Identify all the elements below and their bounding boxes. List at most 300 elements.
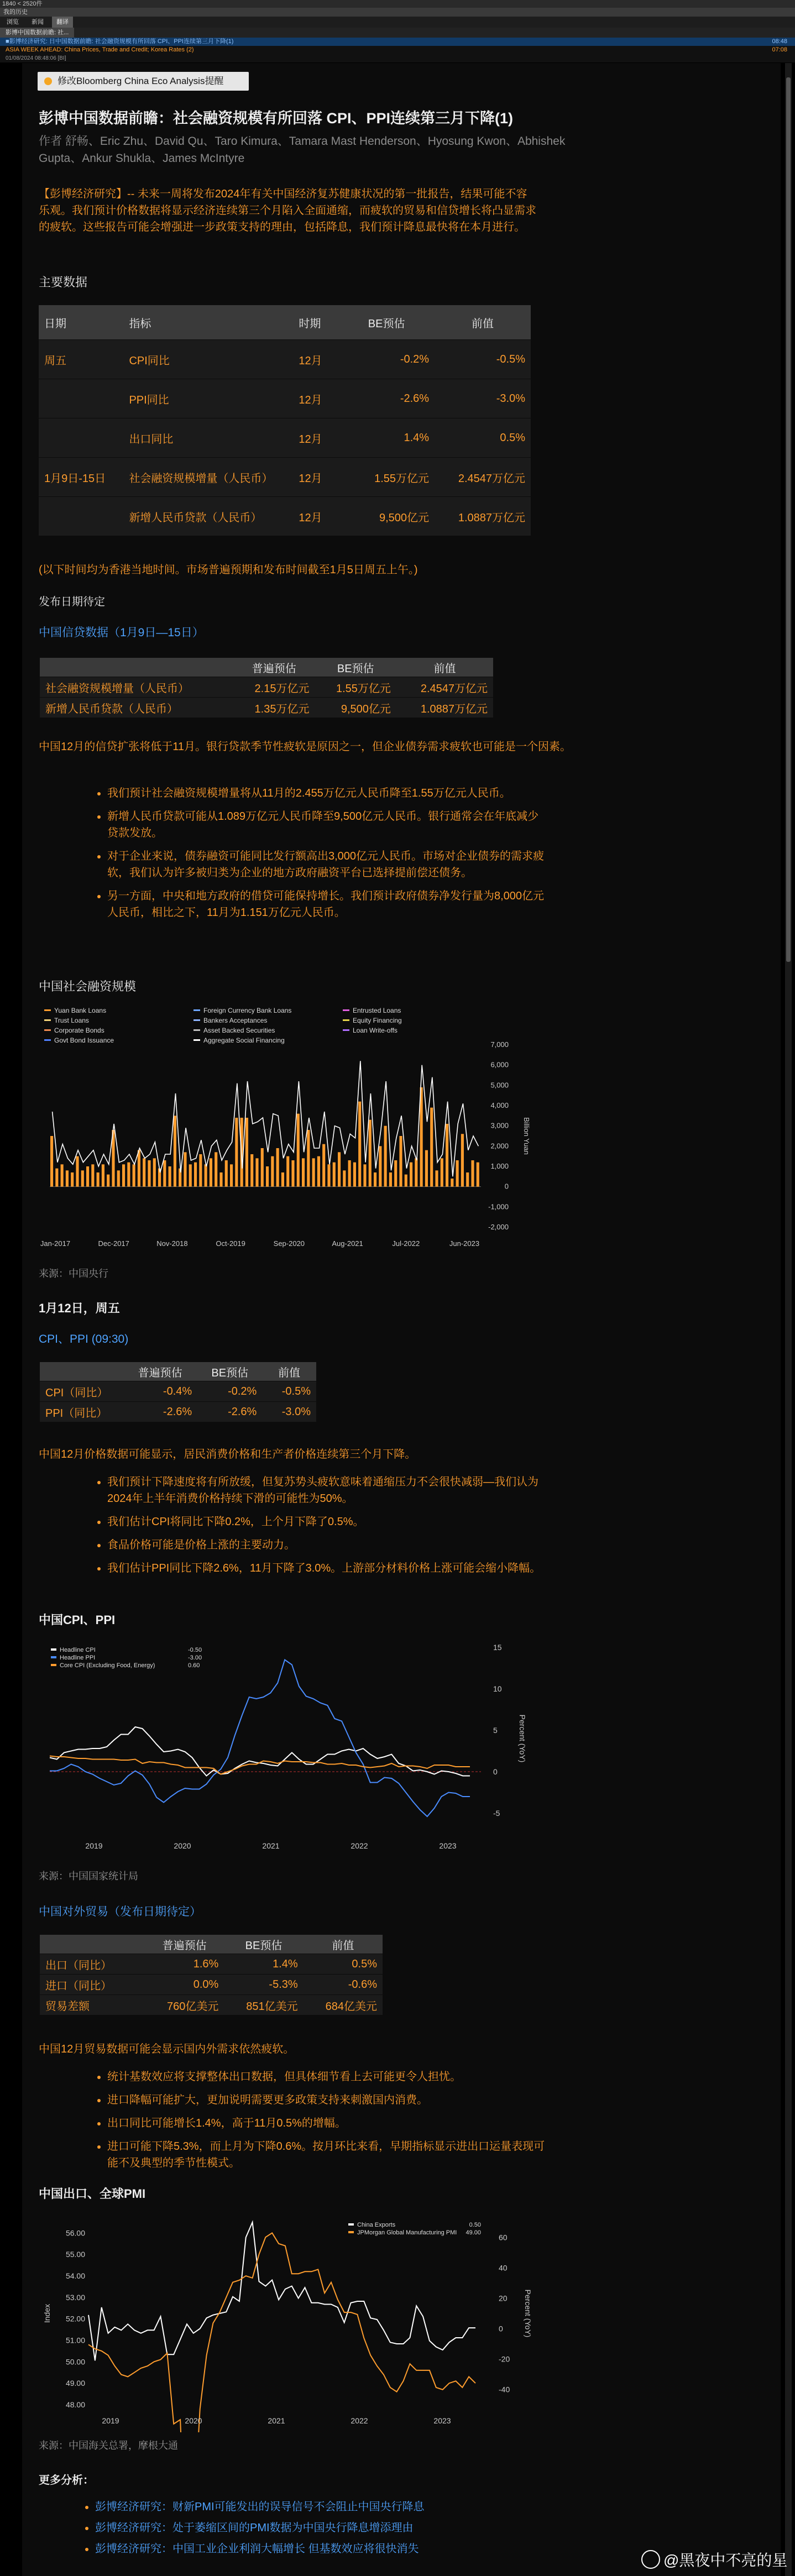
- table-cell: -2.6%: [197, 1402, 262, 1422]
- table-cell: 1.35万亿元: [233, 698, 315, 718]
- analysis-link[interactable]: 彭博经济研究：财新PMI可能发出的误导信号不会阻止中国央行降息: [95, 2501, 425, 2513]
- legend-value: -3.00: [188, 1654, 202, 1661]
- bar-yuan-loans: [471, 1160, 474, 1187]
- headline-row-2[interactable]: [0, 46, 795, 54]
- headline-2-time: 07:08: [772, 46, 787, 53]
- legend-label: Yuan Bank Loans: [54, 1007, 107, 1014]
- legend-value: 49.00: [466, 2229, 481, 2236]
- bar-yuan-loans: [353, 1163, 356, 1187]
- y-axis-label: Billion Yuan: [522, 1117, 531, 1155]
- legend-value: 0.50: [469, 2222, 481, 2228]
- table-row: [39, 458, 531, 497]
- list-item: [95, 2538, 425, 2559]
- headline-row-1[interactable]: [0, 38, 795, 46]
- bar-yuan-loans: [399, 1136, 402, 1187]
- toolbar: [0, 8, 795, 17]
- bar-yuan-loans: [317, 1156, 320, 1187]
- table-row: [40, 698, 493, 718]
- headline-1-time: 08:48: [772, 38, 787, 45]
- table-cell: 12月: [293, 418, 338, 458]
- jan12-heading: 1月12日，周五: [39, 1301, 120, 1315]
- table-cell: PPI（同比）: [40, 1402, 123, 1422]
- list-item: • 我们估计CPI将同比下降0.2%，上个月下降了0.5%。: [107, 1514, 550, 1530]
- table-row: [39, 418, 531, 458]
- bar-yuan-loans: [66, 1170, 69, 1186]
- bar-yuan-loans: [76, 1156, 79, 1187]
- legend-label: Foreign Currency Bank Loans: [203, 1007, 292, 1014]
- bar-yuan-loans: [225, 1160, 228, 1187]
- cpi-source: 来源：中国国家统计局: [39, 1871, 138, 1882]
- bar-yuan-loans: [286, 1156, 289, 1187]
- bar-yuan-loans: [389, 1172, 392, 1187]
- edit-alert-button[interactable]: [38, 72, 249, 91]
- scrollbar-thumb[interactable]: [786, 77, 791, 962]
- headline-2-text[interactable]: ASIA WEEK AHEAD: China Prices, Trade and Credit; Korea Rates (2): [6, 46, 194, 53]
- y2-tick-label: 60: [499, 2233, 508, 2242]
- bar-yuan-loans: [276, 1148, 279, 1187]
- table-cell: 9,500亿元: [338, 497, 435, 536]
- cpi-ppi-link[interactable]: CPI、PPI (09:30): [39, 1333, 129, 1345]
- table-cell: -2.6%: [338, 379, 435, 418]
- list-item: • 对于企业来说，债券融资可能同比发行额高出3,000亿元人民币。市场对企业债券的需求疲软，我们认为许多被归类为企业的地方政府融资平台已选择提前偿还债务。: [107, 848, 550, 881]
- table-cell: 12月: [293, 379, 338, 418]
- x-tick-label: 2022: [351, 1841, 368, 1850]
- y-tick-label: 15: [493, 1643, 502, 1652]
- table-header: [40, 1362, 123, 1381]
- legend-swatch: [343, 1029, 349, 1031]
- x-tick-label: 2023: [433, 2416, 451, 2425]
- table-cell: 12月: [293, 340, 338, 379]
- x-tick-label: 2020: [174, 1841, 191, 1850]
- trade-source: 来源：中国海关总署，摩根大通: [39, 2440, 178, 2451]
- credit-data-link[interactable]: 中国信贷数据（1月9日—15日）: [39, 626, 204, 639]
- list-item: [95, 2517, 425, 2538]
- y-tick-label: 6,000: [490, 1060, 509, 1069]
- x-tick-label: Oct-2019: [216, 1239, 245, 1248]
- table-cell: [39, 418, 123, 458]
- legend-label: Headline PPI: [60, 1654, 96, 1661]
- table-row: [40, 1975, 383, 1995]
- bar-yuan-loans: [174, 1116, 176, 1186]
- series-line: [50, 1660, 470, 1817]
- bar-yuan-loans: [266, 1166, 269, 1187]
- list-item: • 另一方面，中央和地方政府的借贷可能保持增长。我们预计政府债券净发行量为8,000亿元人民币，相比之下，11月为1.151万亿元人民币。: [107, 888, 550, 921]
- bar-yuan-loans: [456, 1160, 459, 1187]
- headline-1-text[interactable]: ■影博经济研究: 日中国数据前瞻: 社会融资规模有所回落 CPI、PPI连续第三月下降(1): [6, 38, 234, 45]
- legend-label: Headline CPI: [60, 1647, 96, 1653]
- table-cell: 社会融资规模增量（人民币）: [123, 458, 293, 497]
- table-cell: 2.15万亿元: [233, 677, 315, 698]
- story-authors: 作者 舒畅、Eric Zhu、David Qu、Taro Kimura、Tamara Mast Henderson、Hyosung Kwon、Abhishek Gupta、Ankur Shukla、James McIntyre: [39, 135, 566, 165]
- table-cell: -3.0%: [262, 1402, 316, 1422]
- x-tick-label: Dec-2017: [98, 1239, 129, 1248]
- y-tick-label: 4,000: [490, 1101, 509, 1109]
- tab-bar: [0, 17, 795, 28]
- list-item: • 进口可能下降5.3%，而上月为下降0.6%。按月环比来看，早期指标显示进出口运量表现可能不及典型的季节性模式。: [107, 2138, 550, 2171]
- list-item: • 我们预计社会融资规模增量将从11月的2.455万亿元人民币降至1.55万亿元人民币。: [107, 785, 550, 802]
- tsf-chart: [39, 1006, 536, 1253]
- cpi-chart-title: 中国CPI、PPI: [39, 1613, 116, 1627]
- x-tick-label: 2021: [268, 2416, 285, 2425]
- x-tick-label: 2023: [439, 1841, 457, 1850]
- legend-swatch: [343, 1019, 349, 1021]
- table-header-row: [40, 1362, 316, 1381]
- weibo-icon: [641, 2550, 660, 2569]
- bar-yuan-loans: [148, 1160, 150, 1187]
- legend-swatch: [44, 1019, 51, 1021]
- y-tick-label: 52.00: [65, 2314, 85, 2323]
- table-header: 前值: [396, 658, 493, 677]
- y-tick-label: -1,000: [488, 1202, 509, 1211]
- table-cell: 1.55万亿元: [315, 677, 396, 698]
- bar-yuan-loans: [461, 1134, 464, 1186]
- bar-yuan-loans: [281, 1172, 284, 1187]
- y2-tick-label: -40: [499, 2385, 510, 2394]
- x-tick-label: Aug-2021: [332, 1239, 363, 1248]
- credit-table: [40, 658, 493, 718]
- table-header: BE预估: [338, 305, 435, 340]
- x-tick-label: Jun-2023: [449, 1239, 480, 1248]
- y-tick-label: 0: [493, 1767, 498, 1776]
- table-cell: 新增人民币贷款（人民币）: [123, 497, 293, 536]
- bar-yuan-loans: [446, 1124, 448, 1187]
- table-row: [40, 1995, 383, 2015]
- bar-yuan-loans: [199, 1154, 202, 1187]
- y-axis-label: Index: [43, 2303, 51, 2323]
- table-cell: 0.0%: [145, 1975, 224, 1995]
- x-tick-label: Jan-2017: [40, 1239, 71, 1248]
- bar-yuan-loans: [477, 1163, 479, 1187]
- bar-yuan-loans: [250, 1154, 253, 1187]
- table-cell: 760亿美元: [145, 1995, 224, 2015]
- table-cell: -0.5%: [435, 340, 531, 379]
- analysis-link[interactable]: 彭博经济研究：处于萎缩区间的PMI数据为中国央行降息增添理由: [95, 2522, 414, 2534]
- bar-yuan-loans: [184, 1152, 186, 1186]
- y-tick-label: 53.00: [65, 2292, 85, 2302]
- story-intro: 【彭博经济研究】-- 未来一周将发布2024年有关中国经济复苏健康状况的第一批报告，结果可能不容乐观。我们预计价格数据将显示经济连续第三个月陷入全面通缩，而疲软的贸易和信贷增长将凸显需求的疲软。这些报告可能会增强进一步政策支持的理由，包括降息，我们预计降息最快将在本月进行。: [39, 188, 536, 233]
- legend-label: Corporate Bonds: [54, 1027, 104, 1034]
- table-cell: 进口（同比）: [40, 1975, 145, 1995]
- y-tick-label: 10: [493, 1684, 502, 1693]
- bar-yuan-loans: [91, 1164, 94, 1186]
- tab-translate[interactable]: 翻译: [52, 17, 73, 28]
- table-cell: CPI（同比）: [40, 1381, 123, 1402]
- more-analysis-links: [83, 2496, 425, 2559]
- table-header: 时期: [293, 305, 338, 340]
- legend-swatch: [51, 1656, 56, 1658]
- table-cell: 1.55万亿元: [338, 458, 435, 497]
- table-cell: 1.4%: [338, 418, 435, 458]
- edit-alert-label: 修改Bloomberg China Eco Analysis提醒: [57, 76, 224, 86]
- bar-yuan-loans: [205, 1164, 207, 1186]
- bar-yuan-loans: [138, 1150, 140, 1187]
- table-cell: 周五: [39, 340, 123, 379]
- table-cell: 社会融资规模增量（人民币）: [40, 677, 233, 698]
- bar-yuan-loans: [271, 1156, 274, 1187]
- list-item: • 统计基数效应将支撑整体出口数据，但具体细节看上去可能更令人担忧。: [107, 2069, 550, 2085]
- bar-yuan-loans: [425, 1150, 428, 1187]
- table-cell: 1.6%: [145, 1954, 224, 1975]
- trade-chart-svg: [39, 2211, 536, 2432]
- y2-tick-label: 40: [499, 2263, 508, 2273]
- table-cell: 0.5%: [435, 418, 531, 458]
- bell-icon: [44, 77, 52, 85]
- bar-yuan-loans: [312, 1158, 315, 1186]
- x-tick-label: Jul-2022: [392, 1239, 420, 1248]
- story-timestamp-row: [0, 54, 795, 62]
- table-cell: CPI同比: [123, 340, 293, 379]
- history-menu[interactable]: 我的历史: [3, 9, 28, 15]
- trade-bullets: [93, 2069, 550, 2178]
- table-cell: 1.0887万亿元: [435, 497, 531, 536]
- x-tick-label: 2019: [102, 2416, 119, 2425]
- tsf-source: 来源：中国央行: [39, 1268, 108, 1279]
- list-item: • 新增人民币贷款可能从1.089万亿元人民币降至9,500亿元人民币。银行通常会在年底减少贷款发放。: [107, 808, 550, 841]
- y2-tick-label: -20: [499, 2354, 510, 2364]
- table-cell: -0.5%: [262, 1381, 316, 1402]
- credit-bullets: [93, 785, 550, 928]
- watermark: [641, 2548, 787, 2570]
- table-header: 前值: [262, 1362, 316, 1381]
- y-tick-label: 5,000: [490, 1081, 509, 1090]
- list-item: [95, 2496, 425, 2517]
- trade-table: [40, 1935, 383, 2015]
- bar-yuan-loans: [394, 1160, 397, 1187]
- table-cell: -2.6%: [123, 1402, 197, 1422]
- legend-label: JPMorgan Global Manufacturing PMI: [357, 2229, 457, 2236]
- y2-tick-label: 0: [499, 2324, 503, 2333]
- list-item: • 食品价格可能是价格上涨的主要动力。: [107, 1537, 550, 1553]
- series-line: [88, 2233, 475, 2432]
- bar-yuan-loans: [343, 1170, 346, 1186]
- tsf-chart-title: 中国社会融资规模: [39, 980, 137, 993]
- bar-yuan-loans: [374, 1172, 376, 1187]
- table-cell: 出口（同比）: [40, 1954, 145, 1975]
- table-header: 前值: [435, 305, 531, 340]
- cpi-chart-svg: [39, 1636, 536, 1863]
- bar-yuan-loans: [466, 1172, 469, 1187]
- bar-yuan-loans: [86, 1166, 89, 1187]
- legend-swatch: [51, 1664, 56, 1666]
- legend-swatch: [44, 1029, 51, 1031]
- bar-yuan-loans: [451, 1179, 453, 1187]
- credit-paragraph: 中国12月的信贷扩张将低于11月。银行贷款季节性疲软是原因之一，但企业债券需求疲软也可能是一个因素。: [39, 741, 572, 753]
- top-status-bar: [0, 0, 795, 8]
- table-row: [39, 497, 531, 536]
- table-header: 前值: [304, 1935, 383, 1954]
- bar-yuan-loans: [405, 1175, 407, 1187]
- table-cell: [39, 497, 123, 536]
- bar-yuan-loans: [302, 1158, 305, 1186]
- table-header: 普遍预估: [233, 658, 315, 677]
- table-header-row: [39, 305, 531, 340]
- bar-yuan-loans: [235, 1118, 238, 1187]
- list-item: • 出口同比可能增长1.4%，高于11月0.5%的增幅。: [107, 2115, 550, 2132]
- release-heading: 发布日期待定: [39, 596, 105, 608]
- tsf-chart-svg: [39, 1006, 536, 1249]
- legend-swatch: [193, 1009, 200, 1011]
- legend-swatch: [51, 1648, 56, 1651]
- series-line: [50, 1727, 470, 1776]
- analysis-link[interactable]: 彭博经济研究：中国工业企业利润大幅增长 但基数效应将很快消失: [95, 2543, 419, 2555]
- bar-yuan-loans: [219, 1172, 222, 1187]
- legend-swatch: [44, 1009, 51, 1011]
- table-cell: 1.4%: [224, 1954, 303, 1975]
- table-header: 普遍预估: [145, 1935, 224, 1954]
- bar-yuan-loans: [55, 1169, 58, 1187]
- line-aggregate-financing: [53, 1061, 479, 1176]
- table-header: 指标: [123, 305, 293, 340]
- list-item: • 进口降幅可能扩大，更加说明需要更多政策支持来刺激国内消费。: [107, 2092, 550, 2108]
- y-axis-label: Percent (YoY): [518, 1714, 527, 1763]
- y-tick-label: 48.00: [65, 2400, 85, 2409]
- table-header: BE预估: [197, 1362, 262, 1381]
- table-row: [40, 677, 493, 698]
- legend-swatch: [193, 1029, 200, 1031]
- y-tick-label: 49.00: [65, 2379, 85, 2388]
- tab-news[interactable]: 新闻: [32, 19, 44, 25]
- table-header: 日期: [39, 305, 123, 340]
- y-tick-label: 51.00: [65, 2336, 85, 2345]
- y-tick-label: 0: [504, 1182, 509, 1191]
- y-tick-label: 3,000: [490, 1121, 509, 1130]
- table-cell: 851亿美元: [224, 1995, 303, 2015]
- legend-label: Loan Write-offs: [353, 1027, 398, 1034]
- table-cell: -5.3%: [224, 1975, 303, 1995]
- bar-yuan-loans: [153, 1158, 156, 1186]
- bar-yuan-loans: [333, 1163, 336, 1187]
- table-header: BE预估: [315, 658, 396, 677]
- legend-label: Equity Financing: [353, 1017, 402, 1024]
- legend-label: Entrusted Loans: [353, 1007, 401, 1014]
- bar-yuan-loans: [107, 1175, 109, 1187]
- bar-yuan-loans: [338, 1152, 341, 1186]
- cpi-table: [40, 1362, 316, 1422]
- legend-label: Govt Bond Issuance: [54, 1036, 114, 1044]
- y-tick-label: -5: [493, 1809, 500, 1818]
- table-cell: 2.4547万亿元: [435, 458, 531, 497]
- bar-yuan-loans: [255, 1158, 258, 1186]
- table-cell: 12月: [293, 458, 338, 497]
- table-header-row: [40, 1935, 383, 1954]
- bar-yuan-loans: [102, 1164, 104, 1186]
- cpi-paragraph: 中国12月价格数据可能显示，居民消费价格和生产者价格连续第三个月下降。: [39, 1448, 416, 1460]
- legend-label: Core CPI (Excluding Food, Energy): [60, 1662, 155, 1669]
- y-tick-label: -2,000: [488, 1223, 509, 1231]
- table-cell: -0.2%: [197, 1381, 262, 1402]
- bar-yuan-loans: [81, 1170, 84, 1186]
- legend-swatch: [348, 2223, 354, 2226]
- bar-yuan-loans: [441, 1158, 443, 1186]
- table-cell: 0.5%: [304, 1954, 383, 1975]
- trade-link[interactable]: 中国对外贸易（发布日期待定）: [39, 1905, 201, 1918]
- y-tick-label: 55.00: [65, 2250, 85, 2259]
- bar-yuan-loans: [358, 1102, 361, 1187]
- trade-chart: [39, 2211, 536, 2436]
- table-header: 普遍预估: [123, 1362, 197, 1381]
- top-status-text: 1840 < 2520件: [2, 1, 43, 7]
- legend-swatch: [193, 1019, 200, 1021]
- legend-label: Bankers Acceptances: [203, 1017, 268, 1024]
- bar-yuan-loans: [327, 1164, 330, 1186]
- legend-label: China Exports: [357, 2222, 396, 2228]
- table-row: [39, 379, 531, 418]
- bar-yuan-loans: [127, 1163, 130, 1187]
- bar-yuan-loans: [384, 1126, 387, 1187]
- legend-label: Trust Loans: [54, 1017, 89, 1024]
- bar-yuan-loans: [245, 1118, 248, 1187]
- table-cell: 新增人民币贷款（人民币）: [40, 698, 233, 718]
- bar-yuan-loans: [122, 1164, 125, 1186]
- bar-yuan-loans: [410, 1163, 412, 1187]
- x-tick-label: Nov-2018: [156, 1239, 188, 1248]
- bar-yuan-loans: [430, 1108, 433, 1187]
- legend-label: Aggregate Social Financing: [203, 1036, 285, 1044]
- legend-value: -0.50: [188, 1647, 202, 1653]
- y-tick-label: 2,000: [490, 1142, 509, 1150]
- bar-yuan-loans: [297, 1114, 300, 1187]
- bar-yuan-loans: [363, 1164, 366, 1186]
- bar-yuan-loans: [117, 1170, 120, 1186]
- watermark-text: @黑夜中不亮的星: [663, 2552, 788, 2569]
- y-tick-label: 54.00: [65, 2271, 85, 2281]
- bar-yuan-loans: [379, 1146, 381, 1186]
- bar-yuan-loans: [210, 1158, 212, 1186]
- bar-yuan-loans: [133, 1164, 135, 1186]
- table-cell: -0.6%: [304, 1975, 383, 1995]
- table-header: [40, 1935, 145, 1954]
- table-row: [40, 1402, 316, 1422]
- x-tick-label: 2021: [262, 1841, 280, 1850]
- tab-browse[interactable]: 浏览: [7, 19, 19, 25]
- table-cell: 684亿美元: [304, 1995, 383, 2015]
- story-title: 彭博中国数据前瞻：社会融资规模有所回落 CPI、PPI连续第三月下降(1): [39, 110, 514, 127]
- bar-yuan-loans: [307, 1130, 310, 1187]
- table-cell: -0.2%: [338, 340, 435, 379]
- table-cell: 出口同比: [123, 418, 293, 458]
- time-note: (以下时间均为香港当地时间。市场普遍预期和发布时间截至1月5日周五上午。): [39, 564, 418, 576]
- legend-swatch: [193, 1039, 200, 1041]
- bar-yuan-loans: [194, 1163, 197, 1187]
- table-cell: -3.0%: [435, 379, 531, 418]
- table-cell: 贸易差额: [40, 1995, 145, 2015]
- bar-yuan-loans: [415, 1158, 417, 1186]
- bar-yuan-loans: [61, 1164, 64, 1186]
- story-tab-title[interactable]: 影博中国数据前瞻: 社...: [0, 28, 74, 38]
- key-data-heading: 主要数据: [39, 275, 88, 289]
- legend-swatch: [348, 2231, 354, 2233]
- bar-yuan-loans: [163, 1160, 166, 1187]
- bar-yuan-loans: [369, 1120, 372, 1187]
- x-tick-label: 2020: [185, 2416, 202, 2425]
- bar-yuan-loans: [189, 1164, 192, 1186]
- story-tab: [0, 28, 795, 38]
- legend-value: 0.60: [188, 1662, 200, 1669]
- list-item: • 我们预计下降速度将有所放缓，但复苏势头疲软意味着通缩压力不会很快减弱—我们认为2024年上半年消费价格持续下滑的可能性为50%。: [107, 1474, 550, 1507]
- bar-yuan-loans: [230, 1164, 233, 1186]
- bar-yuan-loans: [291, 1160, 294, 1187]
- table-cell: 9,500亿元: [315, 698, 396, 718]
- table-cell: 1.0887万亿元: [396, 698, 493, 718]
- y2-axis-label: Percent (YoY): [524, 2289, 532, 2338]
- y-tick-label: 50.00: [65, 2357, 85, 2366]
- list-item: • 我们估计PPI同比下降2.6%，11月下降了3.0%。上游部分材料价格上涨可能会缩小降幅。: [107, 1560, 550, 1577]
- table-cell: PPI同比: [123, 379, 293, 418]
- story-timestamp: 01/08/2024 08:48:06 [BI]: [6, 55, 66, 61]
- table-cell: -0.4%: [123, 1381, 197, 1402]
- table-header: [40, 658, 233, 677]
- bar-yuan-loans: [143, 1158, 145, 1186]
